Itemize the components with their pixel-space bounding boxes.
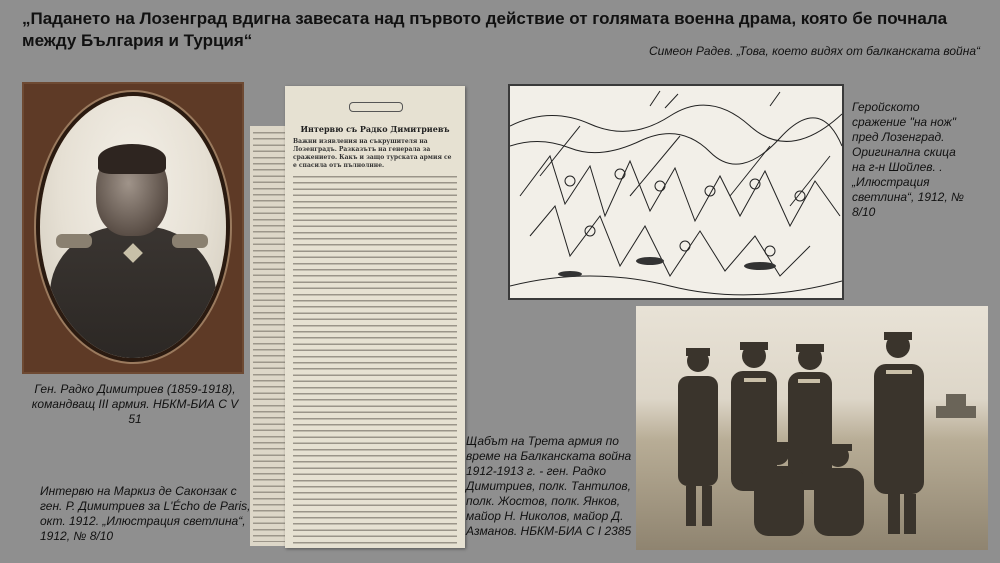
slide-title: „Падането на Лозенград вдигна завесата над първото действие от голямата военна драма, която бе почнала между България и Турция“ [22,9,948,50]
portrait-oval [40,96,226,358]
portrait-photo [22,82,244,374]
newspaper-subhead: Важни изявления на съкрушителя на Лозенградъ. Разказътъ на генерала за сражението. Какъ и защо турската армия се е спасила отъ пълнолнне. [293,138,452,169]
battle-sketch [508,84,844,300]
battle-sketch-drawing [510,86,842,298]
quote-source: Симеон Радев. „Това, което видях от балканската война“ [648,44,980,58]
sketch-caption: Геройското сражение "на нож" пред Лозенград. Оригинална скица на г-н Шойлев. . „Илюстрация светлина“, 1912, № 8/10 [852,100,965,219]
group-photo-caption: Щабът на Трета армия по време на Балканската война 1912-1913 г. - ген. Радко Димитриев, полк. Тантилов, полк. Жостов, полк. Янков, майор Н. Николов, майор Д. Азманов. НБКМ-БИА С I 2385 [466,434,632,538]
epaulet-left [56,234,92,248]
portrait-caption: Ген. Радко Димитриев (1859-1918), командващ III армия. НБКМ-БИА С V 51 [31,382,239,426]
newspaper-caption: Интервю на Маркиз де Саконзак с ген. Р. Димитриев за L'Écho de Paris, окт. 1912. „Илюстрация светлина“, 1912, № 8/10 [40,484,251,543]
staff-group-drawing [636,306,988,550]
ornament-icon [349,102,403,112]
newspaper-clipping [285,86,465,548]
newspaper-headline: Интервю съ Радко Димитриевъ [300,124,450,134]
newspaper-back-page [250,126,290,546]
hair [98,144,166,174]
newspaper-body-text [293,176,457,544]
staff-group-photo [636,306,988,550]
epaulet-right [172,234,208,248]
